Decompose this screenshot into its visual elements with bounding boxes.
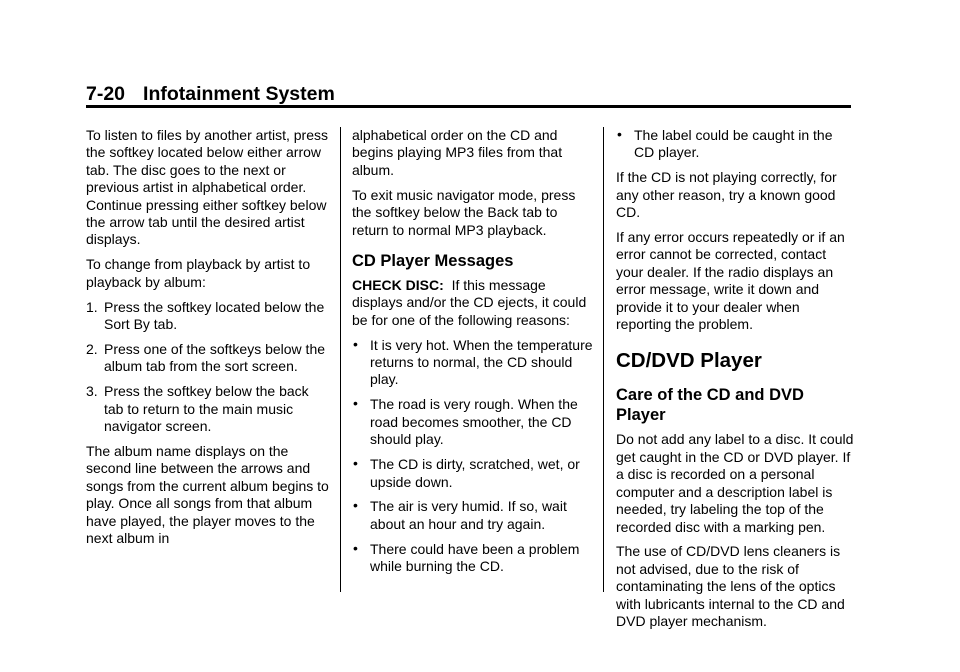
bullet-item xyxy=(616,127,856,162)
paragraph: If any error occurs repeatedly or if an error cannot be corrected, contact your dealer. If the radio displays an error message, write it down and provide it to your dealer when reporting the problem. xyxy=(616,229,845,333)
bullet-text: The CD is dirty, scratched, wet, or upside down. xyxy=(370,456,580,490)
bullet-item xyxy=(352,456,597,491)
step-number: 1. xyxy=(86,298,98,315)
bullet-icon: • xyxy=(353,395,358,412)
column-divider-2 xyxy=(603,127,604,592)
bullet-text: There could have been a problem while burning the CD. xyxy=(370,540,580,575)
section-title: Infotainment System xyxy=(143,83,335,105)
bullet-text: It is very hot. When the temperature returns to normal, the CD should play. xyxy=(370,336,593,388)
paragraph: To listen to files by another artist, press the softkey located below either arrow tab. The disc goes to the next or previous artist in alphabetical order. Continue pressing either softkey below the arrow tab until the desired artist displays. xyxy=(86,127,328,248)
numbered-step-2 xyxy=(86,341,331,376)
bullet-icon: • xyxy=(617,126,622,142)
section-heading: Care of the CD and DVD Player xyxy=(616,386,804,425)
bullet-text: The road is very rough. When the road becomes smoother, the CD should play. xyxy=(370,396,578,448)
bullet-item xyxy=(352,396,597,448)
column-3 xyxy=(616,127,856,638)
bullet-icon: • xyxy=(353,455,358,472)
step-text: Press the softkey located below the Sort By tab. xyxy=(104,298,325,333)
page-number: 7-20 xyxy=(86,83,126,105)
section-heading: CD Player Messages xyxy=(352,251,514,270)
paragraph: To exit music navigator mode, press the softkey below the Back tab to return to normal MP3 playback. xyxy=(352,186,576,238)
column-divider-1 xyxy=(340,127,341,592)
paragraph: The album name displays on the second line between the arrows and songs from the current album begins to play. Once all songs from that album have played, the player moves to the next album in xyxy=(86,443,329,547)
paragraph: If the CD is not playing correctly, for any other reason, try a known good CD. xyxy=(616,169,837,221)
chapter-heading: CD/DVD Player xyxy=(616,349,762,373)
bullet-item xyxy=(352,498,597,533)
step-text: Press the softkey below the back tab to return to the main music navigator screen. xyxy=(104,383,309,435)
bullet-item xyxy=(352,337,597,389)
page-header xyxy=(86,82,335,106)
bullet-item xyxy=(352,541,597,576)
bullet-text: The label could be caught in the CD player. xyxy=(634,127,833,161)
numbered-step-1 xyxy=(86,299,331,334)
column-2 xyxy=(352,127,597,583)
bullet-icon: • xyxy=(353,539,358,556)
step-number: 2. xyxy=(86,340,98,357)
paragraph: Do not add any label to a disc. It could get caught in the CD or DVD player. If a disc is recorded on a personal computer and a description label is needed, try labeling the top of the recorded disc with a marking pen. xyxy=(616,431,854,535)
check-disc-text: If this message displays and/or the CD ejects, it could be for one of the following reasons: xyxy=(352,276,587,328)
paragraph: alphabetical order on the CD and begins playing MP3 files from that album. xyxy=(352,127,563,178)
step-number: 3. xyxy=(86,383,98,400)
numbered-step-3 xyxy=(86,383,331,435)
header-rule xyxy=(86,105,851,108)
check-disc-label: CHECK DISC: xyxy=(352,276,444,293)
bullet-icon: • xyxy=(353,335,358,352)
column-1 xyxy=(86,127,331,555)
step-text: Press one of the softkeys below the album tab from the sort screen. xyxy=(104,340,326,375)
paragraph: To change from playback by artist to playback by album: xyxy=(86,256,311,290)
paragraph: The use of CD/DVD lens cleaners is not advised, due to the risk of contaminating the lens of the optics with lubricants internal to the CD and DVD player mechanism. xyxy=(616,543,845,630)
bullet-icon: • xyxy=(353,497,358,514)
bullet-text: The air is very humid. If so, wait about an hour and try again. xyxy=(370,498,567,532)
check-disc-paragraph xyxy=(352,277,597,329)
